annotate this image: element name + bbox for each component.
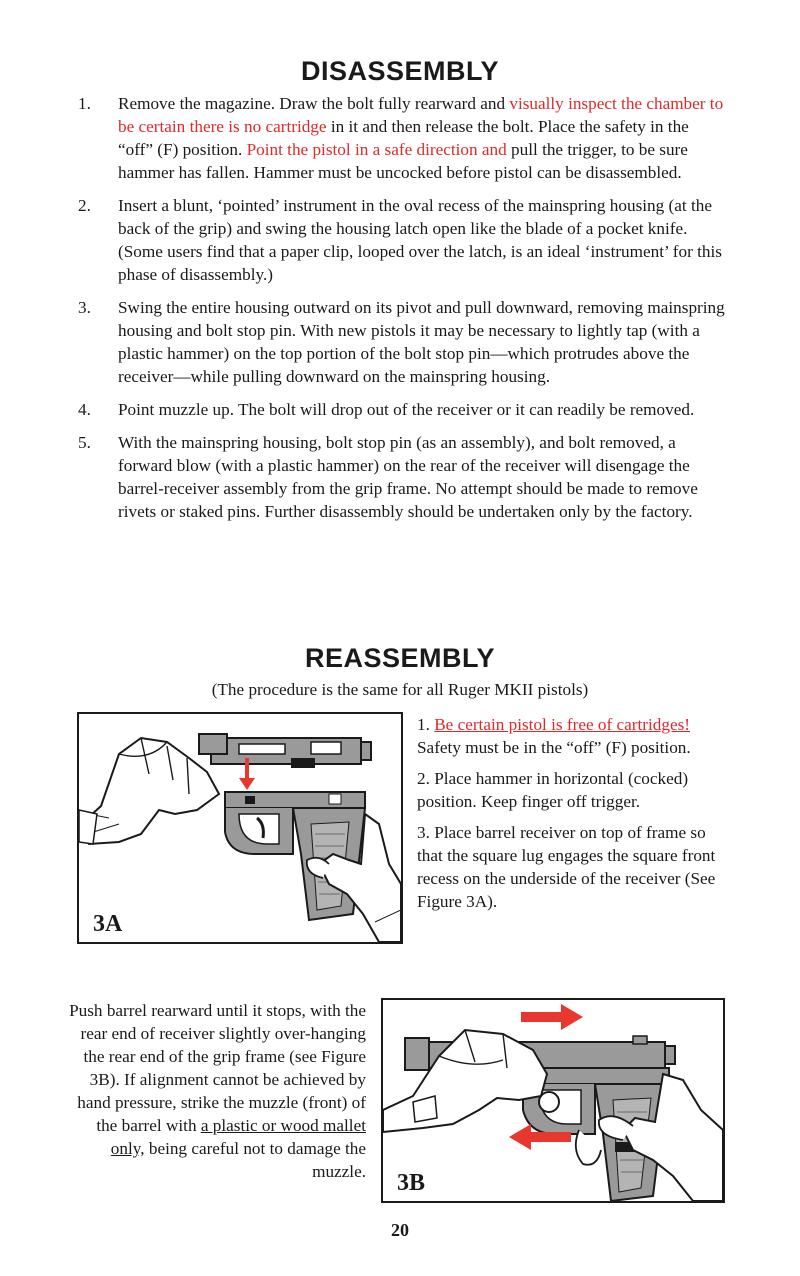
reassembly-heading: REASSEMBLY [304,643,496,673]
step-text-part: Remove the magazine. Draw the bolt fully rearward and [118,94,510,113]
step-text-part: pull the trigger, to be sure hammer has fallen. Hammer must be uncocked before pistol can be disassembled. [118,140,688,182]
step-number: 1. [417,715,435,734]
page-number: 20 [391,1220,409,1240]
step-number: 4. [78,400,91,419]
step-number: 2. [78,196,91,215]
reassembly-steps-1-3 [417,713,717,921]
figure-3a-label: 3A [89,911,126,938]
figure-3b-illustration [383,1000,723,1201]
step-text: Insert a blunt, ‘pointed’ instrument in the oval recess of the mainspring housing (at the back of the grip) and swing the housing latch open like the blade of a pocket knife. (Some users find that a paper clip, looped over the latch, is an ideal ‘instrument’ for this phase of disassembly.) [118,196,722,284]
step-text: Swing the entire housing outward on its pivot and pull downward, removing mainspring housing and bolt stop pin. With new pistols it may be necessary to lightly tap (with a plastic hammer) on the top portion of the bolt stop pin—which protrudes above the receiver—while pulling downward on the mainspring housing. [118,298,725,386]
figure-3b [381,998,725,1203]
figure-3b-label: 3B [393,1170,429,1197]
warning-text: Point the pistol in a safe direction and [246,140,507,159]
disassembly-step-2 [78,194,726,286]
step-text-part: Push barrel rearward until it stops, with the rear end of receiver slightly over-hanging the rear end of the grip frame (see Figure 3B). If alignment cannot be achieved by hand pressure, strike the muzzle (front) of the barrel with [69,1001,366,1135]
disassembly-steps [78,92,726,533]
step-text: Point muzzle up. The bolt will drop out of the receiver or it can readily be removed. [118,400,695,419]
step-number: 3. [78,298,91,317]
step-text-part: being careful not to damage the muzzle. [144,1139,366,1181]
warning-text: visually inspect the chamber to be certain there is no cartridge [118,94,724,136]
figure-3a [77,712,403,944]
reassembly-step-2: 2. Place hammer in horizontal (cocked) position. Keep finger off trigger. [417,769,689,811]
step-text [118,92,726,184]
disassembly-step-5 [78,431,726,523]
step-number: 5. [78,433,91,452]
reassembly-push-instruction [60,999,366,1183]
step-text-part: in it and then release the bolt. Place the safety in the “off” (F) position. [118,117,689,159]
reassembly-step-1 [417,713,717,759]
warning-text: Be certain pistol is free of cartridges! [434,715,690,734]
reassembly-subtitle: (The procedure is the same for all Ruger MKII pistols) [211,680,589,699]
disassembly-step-1 [78,92,726,184]
step-number: 1. [78,94,91,113]
disassembly-step-3 [78,296,726,388]
disassembly-step-4 [78,398,726,421]
reassembly-step-3: 3. Place barrel receiver on top of frame so that the square lug engages the square front recess on the underside of the receiver (See Figure 3A). [417,823,716,911]
step-text-part: Safety must be in the “off” (F) position. [417,738,691,757]
step-text: With the mainspring housing, bolt stop pin (as an assembly), and bolt removed, a forward blow (with a plastic hammer) on the rear of the receiver will disengage the barrel-receiver assembly from the grip frame. No attempt should be made to remove rivets or staked pins. Further disassembly should be undertaken only by the factory. [118,433,698,521]
figure-3a-illustration [79,714,401,942]
mallet-note: a plastic or wood mallet only, [110,1116,366,1158]
disassembly-heading: DISASSEMBLY [300,56,500,86]
